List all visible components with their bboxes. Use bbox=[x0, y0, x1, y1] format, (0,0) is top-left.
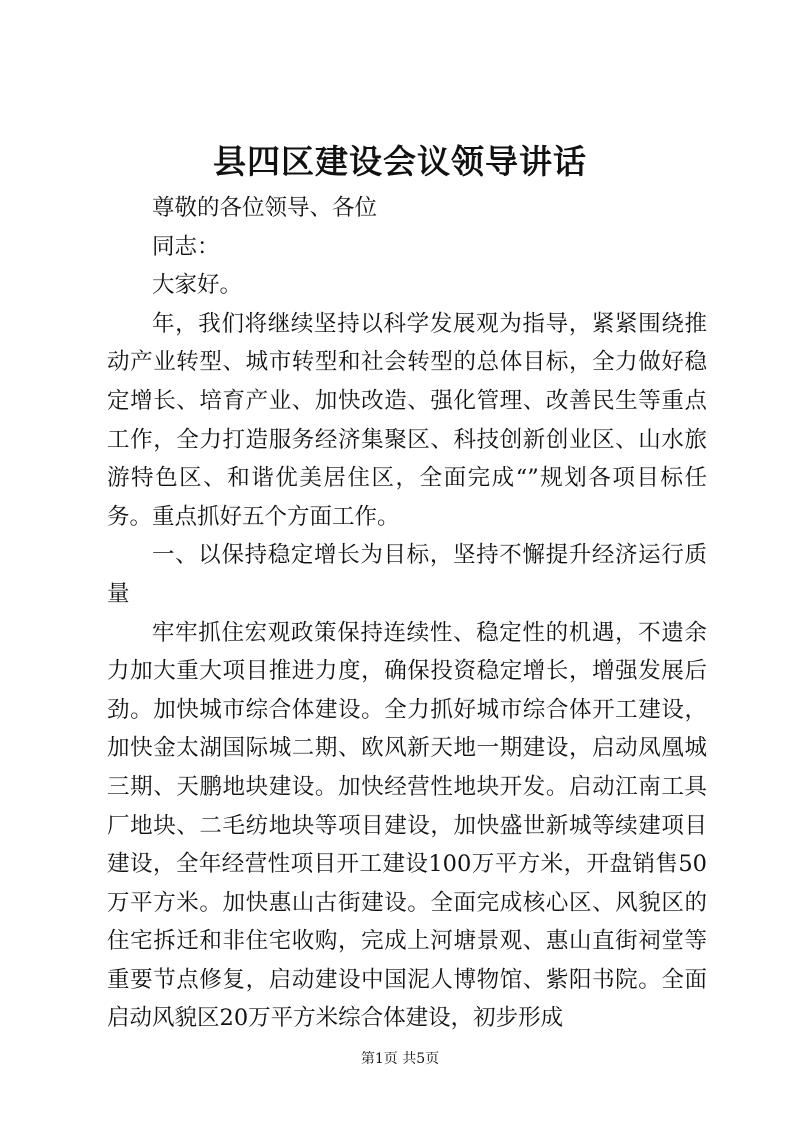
intro-paragraph: 年，我们将继续坚持以科学发展观为指导，紧紧围绕推动产业转型、城市转型和社会转型的总体目标，全力做好稳定增长、培育产业、加快改造、强化管理、改善民生等重点工作，全力打造服务经济集聚区、科技创新创业区、山水旅游特色区、和谐优美居住区，全面完成“”规划各项目标任务。重点抓好五个方面工作。 bbox=[107, 310, 707, 530]
salutation-line: 尊敬的各位领导、各位 bbox=[152, 195, 378, 221]
section-heading: 一、以保持稳定增长为目标，坚持不懈提升经济运行质量 bbox=[107, 542, 707, 607]
document-title: 县四区建设会议领导讲话 bbox=[213, 142, 587, 181]
greeting-paragraph: 大家好。 bbox=[152, 272, 243, 299]
document-body bbox=[107, 189, 707, 1038]
page-footer: 第1页 共5页 bbox=[360, 1051, 440, 1067]
salutation-line-continued: 同志： bbox=[152, 233, 220, 260]
section-body-paragraph: 牢牢抓住宏观政策保持连续性、稳定性的机遇，不遗余力加大重大项目推进力度，确保投资稳定增长，增强发展后劲。加快城市综合体建设。全力抓好城市综合体开工建设，加快金太湖国际城二期、欧风新天地一期建设，启动凤凰城三期、天鹏地块建设。加快经营性地块开发。启动江南工具厂地块、二毛纺地块等项目建设，加快盛世新城等续建项目建设，全年经营性项目开工建设100万平方米，开盘销售50万平方米。加快惠山古街建设。全面完成核心区、风貌区的住宅拆迁和非住宅收购，完成上河塘景观、惠山直街祠堂等重要节点修复，启动建设中国泥人博物馆、紫阳书院。全面启动风貌区20万平方米综合体建设，初步形成 bbox=[107, 619, 707, 1032]
